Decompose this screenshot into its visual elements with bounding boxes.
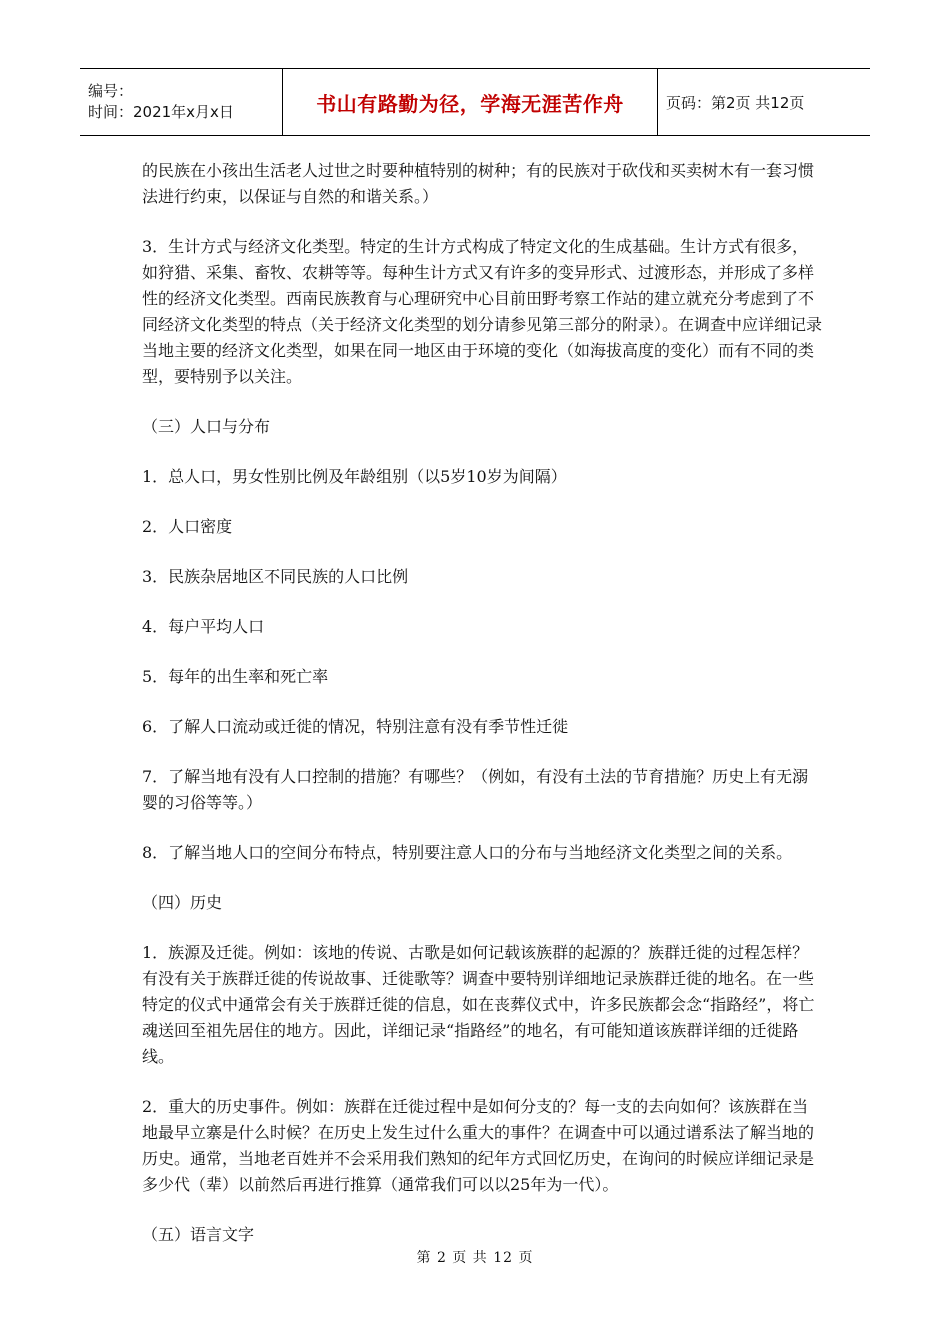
paragraph-historical-events: 2．重大的历史事件。例如：族群在迁徙过程中是如何分支的？每一支的去向如何？该族群在当地最早立寨是什么时候？在历史上发生过什么重大的事件？在调查中可以通过谱系法了解当地的历史。通常，当地老百姓并不会采用我们熟知的纪年方式回忆历史，在询问的时候应详细记录是多少代（辈）以前然后再进行推算（通常我们可以以25年为一代）。: [142, 1097, 815, 1194]
list-item: 3．民族杂居地区不同民族的人口比例: [142, 567, 409, 586]
time-label: 时间：2021年x月x日: [88, 103, 234, 121]
list-item: 7．了解当地有没有人口控制的措施？有哪些？（例如，有没有土法的节育措施？历史上有无溺婴的习俗等等。）: [142, 767, 809, 812]
paragraph-continuation: 的民族在小孩出生活老人过世之时要种植特别的树种；有的民族对于砍伐和买卖树木有一套习惯法进行约束，以保证与自然的和谐关系。）: [142, 161, 815, 206]
section-heading-population: （三）人口与分布: [142, 417, 271, 436]
list-item: 8．了解当地人口的空间分布特点，特别要注意人口的分布与当地经济文化类型之间的关系。: [142, 843, 793, 862]
code-label: 编号：: [88, 82, 134, 100]
header-meta: [80, 69, 282, 135]
document-body: [142, 158, 822, 1272]
list-item: 4．每户平均人口: [142, 617, 265, 636]
paragraph-livelihood: 3．生计方式与经济文化类型。特定的生计方式构成了特定文化的生成基础。生计方式有很多，如狩猎、采集、畜牧、农耕等等。每种生计方式又有许多的变异形式、过渡形态，并形成了多样性的经济文化类型。西南民族教育与心理研究中心目前田野考察工作站的建立就充分考虑到了不同经济文化类型的特点（关于经济文化类型的划分请参见第三部分的附录）。在调查中应详细记录当地主要的经济文化类型，如果在同一地区由于环境的变化（如海拔高度的变化）而有不同的类型，要特别予以关注。: [142, 237, 823, 386]
list-item: 5．每年的出生率和死亡率: [142, 667, 329, 686]
section-heading-history: （四）历史: [142, 893, 223, 912]
paragraph-origin-migration: 1．族源及迁徙。例如：该地的传说、古歌是如何记载该族群的起源的？族群迁徙的过程怎样？有没有关于族群迁徙的传说故事、迁徙歌等？调查中要特别详细地记录族群迁徙的地名。在一些特定的仪式中通常会有关于族群迁徙的信息，如在丧葬仪式中，许多民族都会念“指路经”，将亡魂送回至祖先居住的地方。因此，详细记录“指路经”的地名，有可能知道该族群详细的迁徙路线。: [142, 943, 815, 1066]
motto-text: 书山有路勤为径，学海无涯苦作舟: [316, 91, 624, 116]
list-item: 6．了解人口流动或迁徙的情况，特别注意有没有季节性迁徙: [142, 717, 569, 736]
section-heading-language: （五）语言文字: [142, 1225, 255, 1244]
list-item: 2．人口密度: [142, 517, 233, 536]
page-footer: 第 2 页 共 12 页: [416, 1250, 534, 1266]
list-item: 1．总人口，男女性别比例及年龄组别（以5岁10岁为间隔）: [142, 467, 567, 486]
header-motto: [282, 69, 658, 135]
page-info-text: 页码：第2页 共12页: [666, 93, 805, 112]
page-header: [80, 68, 870, 136]
header-page-info: [658, 69, 870, 135]
